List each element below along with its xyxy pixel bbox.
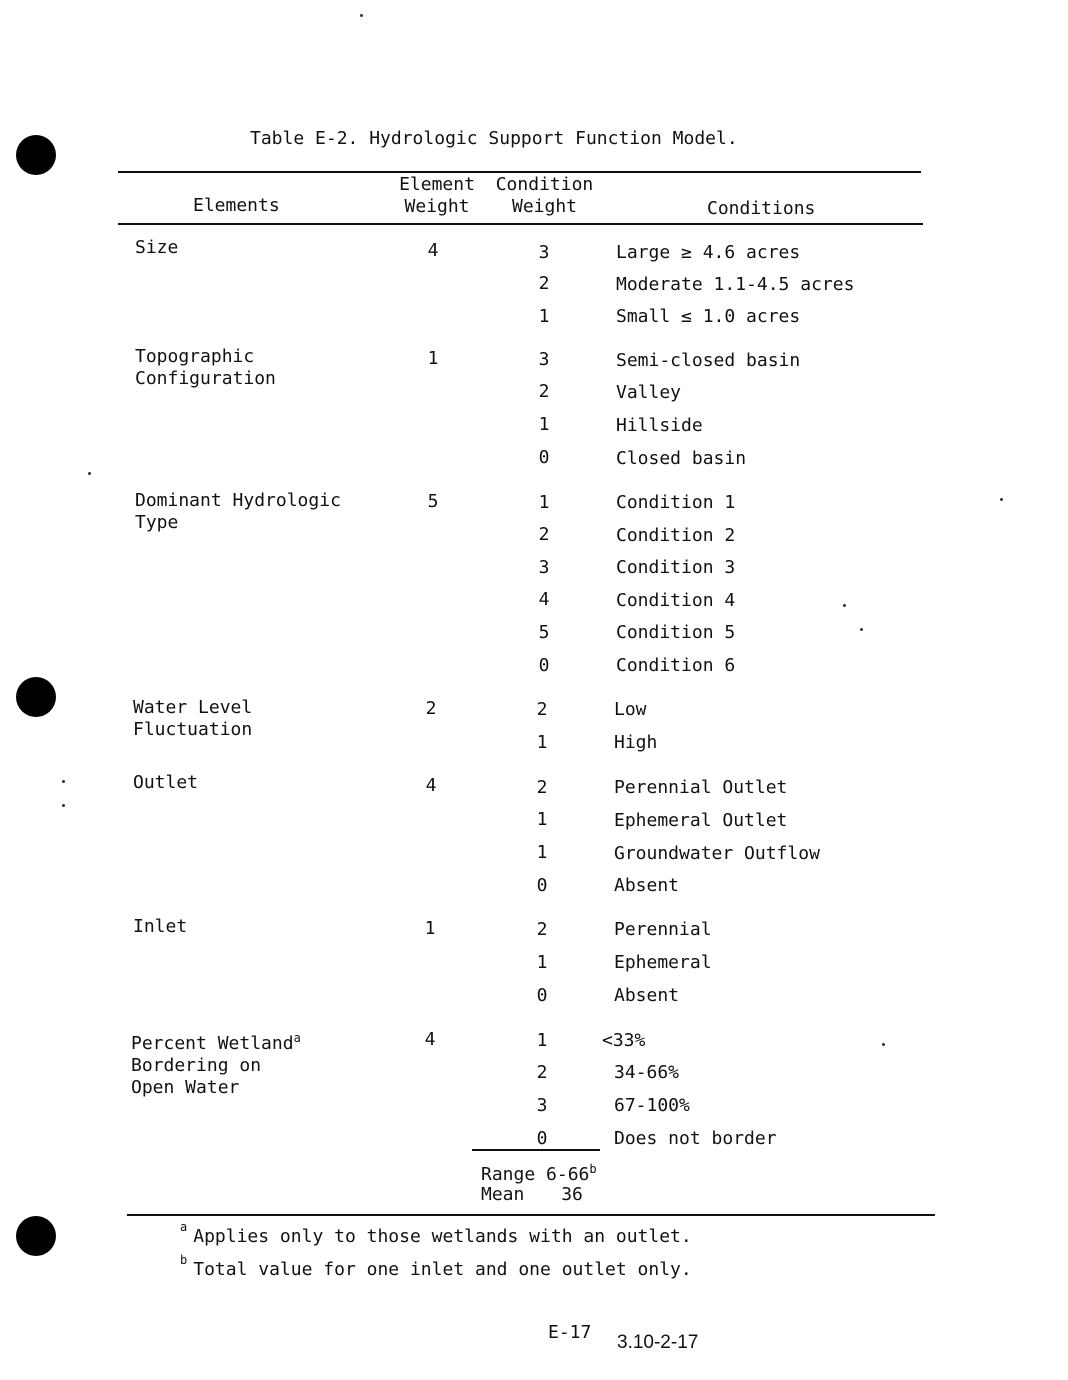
condition-weight: 1 [536, 1030, 548, 1051]
element-percent-wetland-line3: Open Water [131, 1077, 240, 1098]
condition-label: Perennial [614, 919, 712, 940]
condition-weight: 3 [536, 1095, 548, 1116]
element-water-level-line1: Water Level [133, 697, 253, 718]
condition-weight: 3 [538, 242, 550, 263]
condition-label: High [614, 732, 658, 753]
element-inlet: Inlet [133, 916, 188, 937]
element-weight-inlet: 1 [424, 918, 436, 939]
condition-weight: 0 [536, 875, 548, 896]
element-weight-percent-wetland: 4 [424, 1029, 436, 1050]
element-weight-size: 4 [427, 240, 439, 261]
table-top-rule [118, 171, 921, 173]
element-weight-water-level: 2 [425, 698, 437, 719]
scan-speck [882, 1043, 885, 1046]
condition-weight: 1 [538, 492, 550, 513]
condition-label: Valley [616, 382, 682, 403]
element-water-level [133, 697, 252, 741]
condition-label: Absent [614, 875, 680, 896]
range-value: 6-66 [546, 1164, 590, 1185]
condition-weight: 3 [538, 557, 550, 578]
header-element-weight-line2: Weight [404, 196, 470, 217]
condition-weight: 3 [538, 349, 550, 370]
condition-weight: 1 [536, 732, 548, 753]
condition-weight: 1 [536, 809, 548, 830]
condition-label: Absent [614, 985, 680, 1006]
table-bottom-rule [127, 1214, 935, 1216]
header-element-weight-line1: Element [399, 174, 475, 195]
element-topographic-line2: Configuration [135, 368, 276, 389]
condition-label: Semi-closed basin [616, 350, 801, 371]
condition-weight: 0 [536, 1128, 548, 1149]
condition-weight: 2 [536, 919, 548, 940]
condition-label: Moderate 1.1-4.5 acres [616, 274, 855, 295]
footnote-a [180, 1220, 692, 1247]
condition-label: Closed basin [616, 448, 747, 469]
condition-weight: 0 [538, 447, 550, 468]
condition-label: Perennial Outlet [614, 777, 788, 798]
binder-hole-bottom [16, 1216, 56, 1256]
element-percent-wetland-line1 [131, 1027, 301, 1055]
condition-weight: 4 [538, 589, 550, 610]
condition-label: Condition 4 [616, 590, 736, 611]
condition-weight: 0 [536, 985, 548, 1006]
header-condition-weight-line2: Weight [511, 196, 578, 217]
condition-label: Ephemeral [614, 952, 712, 973]
scan-speck [843, 604, 846, 607]
range-line [481, 1162, 597, 1185]
footnote-a-text: Applies only to those wetlands with an outlet. [193, 1226, 692, 1247]
condition-weight: 2 [536, 777, 548, 798]
table-title: Table E-2. Hydrologic Support Function Model. [250, 128, 738, 149]
condition-label: Condition 5 [616, 622, 736, 643]
scan-speck [860, 628, 863, 631]
element-weight-dominant-hydrologic: 5 [427, 491, 439, 512]
condition-label: Low [614, 699, 647, 720]
header-conditions: Conditions [707, 198, 816, 219]
condition-label: <33% [602, 1030, 646, 1051]
element-percent-wetland-line2: Bordering on [131, 1055, 262, 1076]
condition-label: Groundwater Outflow [614, 843, 820, 864]
condition-label: Condition 1 [616, 492, 736, 513]
condition-weight: 2 [536, 699, 548, 720]
footnote-mark-a: a [180, 1220, 188, 1234]
scan-speck [88, 472, 91, 475]
element-weight-outlet: 4 [425, 775, 437, 796]
header-element-weight [392, 174, 482, 218]
header-condition-weight [492, 174, 597, 218]
scan-speck [1000, 498, 1003, 501]
condition-label: Hillside [616, 415, 703, 436]
condition-label: Does not border [614, 1128, 777, 1149]
mean-value: 36 [561, 1184, 583, 1205]
condition-label: Large ≥ 4.6 acres [616, 242, 801, 263]
mean-label: Mean [481, 1184, 525, 1205]
condition-weight: 1 [536, 952, 548, 973]
document-code: 3.10-2-17 [617, 1332, 699, 1353]
condition-label: 34-66% [614, 1062, 680, 1083]
condition-weight: 1 [536, 842, 548, 863]
element-percent-wetland-text: Percent Wetland [131, 1033, 294, 1054]
condition-weight: 1 [538, 306, 550, 327]
condition-label: Ephemeral Outlet [614, 810, 788, 831]
range-label: Range [481, 1164, 536, 1185]
footnote-ref-b: b [589, 1162, 597, 1176]
header-condition-weight-line1: Condition [495, 174, 594, 195]
element-weight-topographic: 1 [427, 348, 439, 369]
scan-speck [62, 804, 65, 807]
element-dominant-hydrologic-line1: Dominant Hydrologic [135, 490, 341, 511]
footnote-b [180, 1253, 692, 1280]
condition-weight: 2 [538, 524, 550, 545]
scan-speck [360, 14, 363, 17]
condition-label: Condition 6 [616, 655, 736, 676]
page-number: E-17 [548, 1322, 592, 1343]
element-topographic-line1: Topographic [135, 346, 255, 367]
footnote-b-text: Total value for one inlet and one outlet only. [193, 1259, 692, 1280]
binder-hole-middle [16, 677, 56, 717]
mean-line [481, 1184, 583, 1205]
element-topographic [135, 346, 276, 390]
element-water-level-line2: Fluctuation [133, 719, 253, 740]
condition-weight: 2 [538, 381, 550, 402]
condition-weight: 0 [538, 655, 550, 676]
binder-hole-top [16, 135, 56, 175]
header-elements: Elements [193, 195, 280, 216]
element-outlet: Outlet [133, 772, 199, 793]
condition-weight: 1 [538, 414, 550, 435]
condition-label: Condition 3 [616, 557, 736, 578]
condition-weight: 2 [536, 1062, 548, 1083]
element-dominant-hydrologic-line2: Type [135, 512, 179, 533]
footnote-mark-b: b [180, 1253, 188, 1267]
condition-weight: 5 [538, 622, 550, 643]
element-size: Size [135, 237, 179, 258]
condition-weight: 2 [538, 273, 550, 294]
condition-label: 67-100% [614, 1095, 690, 1116]
element-dominant-hydrologic [135, 490, 341, 534]
table-header-rule [118, 223, 923, 225]
sum-rule [472, 1149, 600, 1151]
condition-label: Condition 2 [616, 525, 736, 546]
element-percent-wetland [131, 1027, 301, 1099]
condition-label: Small ≤ 1.0 acres [616, 306, 801, 327]
footnote-ref-a: a [293, 1031, 301, 1045]
scan-speck [62, 780, 65, 783]
